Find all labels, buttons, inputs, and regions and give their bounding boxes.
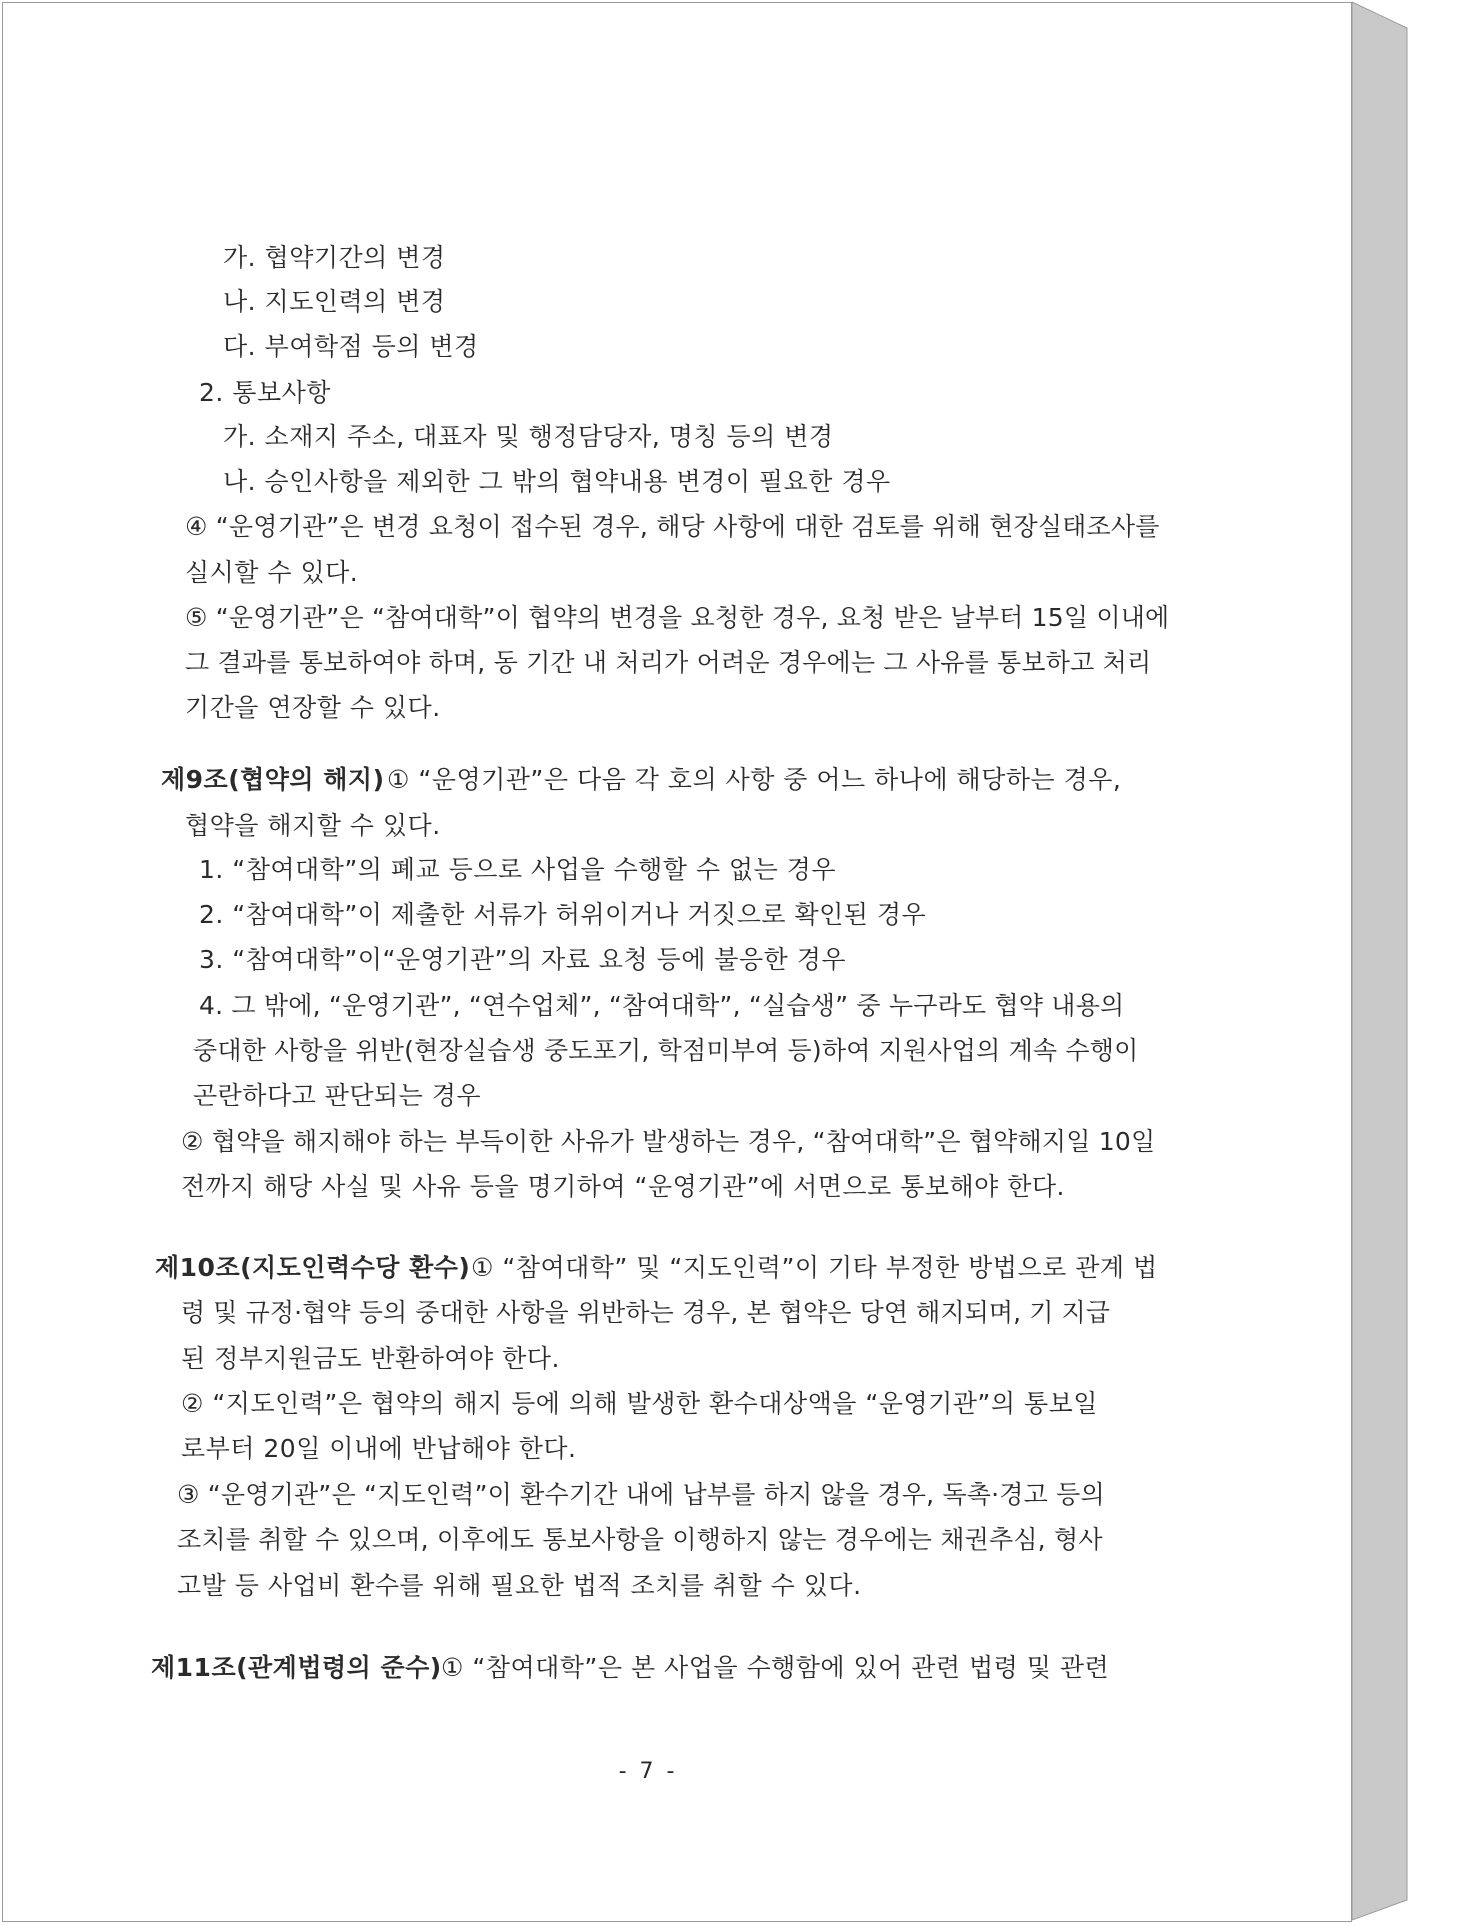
text-line: ① “참여대학”은 본 사업을 수행함에 있어 관련 법령 및 관련	[441, 1653, 1110, 1682]
text-line: ① “운영기관”은 다음 각 호의 사항 중 어느 하나에 해당하는 경우,	[387, 765, 1122, 794]
text-line: 가. 소재지 주소, 대표자 및 행정담당자, 명칭 등의 변경	[223, 422, 834, 451]
text-line: 실시할 수 있다.	[185, 558, 359, 587]
text-line: 중대한 사항을 위반(현장실습생 중도포기, 학점미부여 등)하여 지원사업의 계속 수행이	[193, 1036, 1139, 1065]
article-10-heading: 제10조(지도인력수당 환수)	[155, 1253, 471, 1282]
article-11-heading: 제11조(관계법령의 준수)	[151, 1653, 442, 1682]
page-stack-edge	[1352, 0, 1422, 1926]
text-line: 로부터 20일 이내에 반납해야 한다.	[181, 1434, 577, 1463]
text-line: 기간을 연장할 수 있다.	[185, 693, 441, 722]
text-line: 4. 그 밖에, “운영기관”, “연수업체”, “참여대학”, “실습생” 중 누구라도 협약 내용의	[199, 991, 1125, 1020]
text-line: 전까지 해당 사실 및 사유 등을 명기하여 “운영기관”에 서면으로 통보해야 한다.	[181, 1172, 1065, 1201]
text-line: 3. “참여대학”이“운영기관”의 자료 요청 등에 불응한 경우	[199, 945, 846, 974]
text-line: 조치를 취할 수 있으며, 이후에도 통보사항을 이행하지 않는 경우에는 채권추심, 형사	[177, 1525, 1103, 1554]
text-line: ② 협약을 해지해야 하는 부득이한 사유가 발생하는 경우, “참여대학”은 협약해지일 10일	[181, 1127, 1156, 1156]
text-line: ① “참여대학” 및 “지도인력”이 기타 부정한 방법으로 관계 법	[471, 1253, 1158, 1282]
page-number: - 7 -	[618, 1759, 678, 1784]
text-line: 나. 승인사항을 제외한 그 밖의 협약내용 변경이 필요한 경우	[223, 467, 891, 496]
text-line: 2. 통보사항	[199, 378, 331, 407]
text-line: 1. “참여대학”의 폐교 등으로 사업을 수행할 수 없는 경우	[199, 855, 836, 884]
text-line: 2. “참여대학”이 제출한 서류가 허위이거나 거짓으로 확인된 경우	[199, 900, 927, 929]
text-line: 다. 부여학점 등의 변경	[223, 332, 479, 361]
text-line: ③ “운영기관”은 “지도인력”이 환수기간 내에 납부를 하지 않을 경우, 독촉·경고 등의	[177, 1480, 1105, 1509]
text-line: 가. 협약기간의 변경	[223, 243, 446, 272]
text-line: ⑤ “운영기관”은 “참여대학”이 협약의 변경을 요청한 경우, 요청 받은 날부터 15일 이내에	[185, 603, 1170, 632]
text-line: 협약을 해지할 수 있다.	[185, 811, 441, 840]
article-9-heading: 제9조(협약의 해지)	[161, 765, 385, 794]
text-line: 고발 등 사업비 환수를 위해 필요한 법적 조치를 취할 수 있다.	[177, 1571, 862, 1600]
document-page	[2, 2, 1352, 1922]
text-line: 령 및 규정·협약 등의 중대한 사항을 위반하는 경우, 본 협약은 당연 해지되며, 기 지급	[181, 1298, 1111, 1327]
text-line: ④ “운영기관”은 변경 요청이 접수된 경우, 해당 사항에 대한 검토를 위해 현장실태조사를	[185, 512, 1160, 541]
text-line: ② “지도인력”은 협약의 해지 등에 의해 발생한 환수대상액을 “운영기관”의 통보일	[181, 1389, 1098, 1418]
text-line: 된 정부지원금도 반환하여야 한다.	[181, 1344, 560, 1373]
text-line: 나. 지도인력의 변경	[223, 287, 446, 316]
text-line: 곤란하다고 판단되는 경우	[193, 1081, 482, 1110]
text-line: 그 결과를 통보하여야 하며, 동 기간 내 처리가 어려운 경우에는 그 사유를 통보하고 처리	[185, 648, 1152, 677]
